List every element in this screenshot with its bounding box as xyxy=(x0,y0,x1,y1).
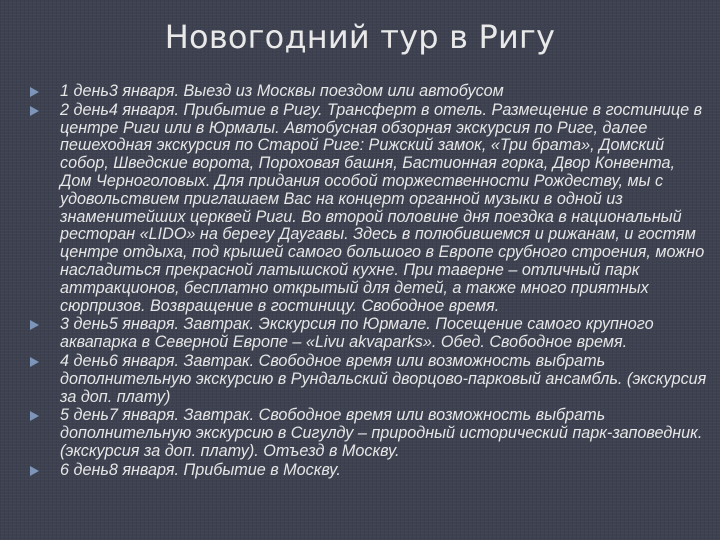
triangle-bullet-icon xyxy=(30,357,39,367)
itinerary-item-day-3 xyxy=(30,316,710,352)
slide-title: Новогодний тур в Ригу xyxy=(164,18,556,56)
itinerary-item-text: 1 день3 января. Выезд из Москвы поездом или автобусом xyxy=(60,82,504,100)
itinerary-item-day-5 xyxy=(30,407,710,460)
itinerary-item-day-4 xyxy=(30,353,710,406)
itinerary-item-day-1 xyxy=(30,83,710,101)
itinerary-item-day-6 xyxy=(30,462,710,480)
itinerary-item-text: 6 день8 января. Прибытие в Москву. xyxy=(60,460,341,479)
itinerary-item-text: 5 день7 января. Завтрак. Свободное время или возможность выбрать дополнительную экскурсию в Сигулду – природный исторический парк-заповедник. (экскурсия за доп. плату). Отъезд в Москву. xyxy=(60,406,703,460)
itinerary-item-text: 3 день5 января. Завтрак. Экскурсия по Юрмале. Посещение самого крупного аквапарка в Северной Европе – «Livu akvaparks». Обед. Свободное время. xyxy=(60,315,654,352)
triangle-bullet-icon xyxy=(30,106,39,116)
itinerary-item-text: 2 день4 января. Прибытие в Ригу. Трансферт в отель. Размещение в гостинице в центре Риги или в Юрмалы. Автобусная обзорная экскурсия по Риге, далее пешеходная экскурсия по Старой Риге: Рижский замок, «Три брата», Домский собор, Шведские ворота, Пороховая башня, Бастионная горка, Двор Конвента, Дом Черноголовых. Для придания особой торжественности Рождеству, мы с удовольствием приглашаем Вас на концерт органной музыки в одной из знаменитейших церквей Риги. Во второй половине дня поездка в национальный ресторан «LIDO» на берегу Даугавы. Здесь в полюбившемся и рижанам, и гостям центре отдыха, под крышей самого большого в Европе срубного строения, можно насладиться прекрасной латышской кухне. При таверне – отличный парк аттракционов, бесплатно открытый для детей, а также много приятных сюрпризов. Возвращение в гостиницу. Свободное время. xyxy=(60,100,705,315)
triangle-bullet-icon xyxy=(30,411,39,421)
itinerary-list xyxy=(30,83,710,481)
itinerary-item-day-2 xyxy=(30,102,710,316)
triangle-bullet-icon xyxy=(30,466,39,476)
triangle-bullet-icon xyxy=(30,320,39,330)
triangle-bullet-icon xyxy=(30,87,39,97)
itinerary-item-text: 4 день6 января. Завтрак. Свободное время или возможность выбрать дополнительную экскурсию в Рундальский дворцово-парковый ансамбль. (экскурсия за доп. плату) xyxy=(60,351,707,406)
